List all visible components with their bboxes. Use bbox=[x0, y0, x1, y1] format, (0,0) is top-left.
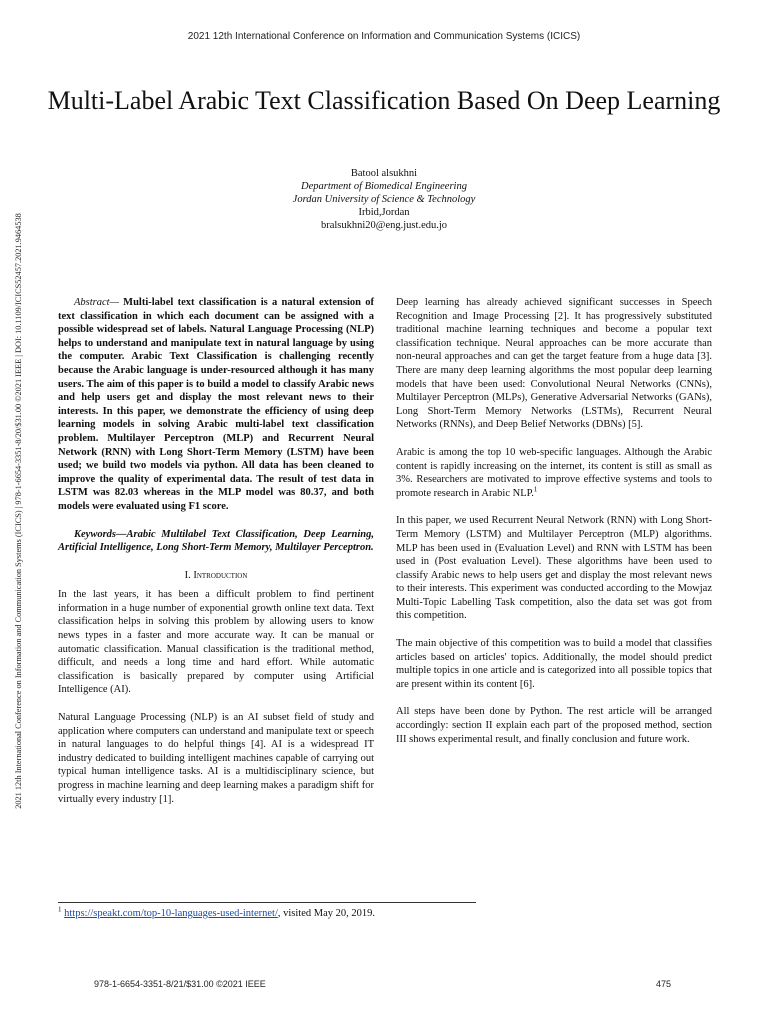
section-number: I. bbox=[184, 569, 191, 581]
abstract bbox=[58, 296, 374, 514]
section-heading-introduction bbox=[58, 569, 374, 583]
paper-title: Multi-Label Arabic Text Classification Based On Deep Learning bbox=[47, 86, 721, 115]
author-block bbox=[0, 167, 768, 232]
abstract-label: Abstract— bbox=[74, 297, 119, 308]
right-paragraph-3: In this paper, we used Recurrent Neural Network (RNN) with Long Short-Term Memory (LSTM) and Multilayer Perceptron (MLP) algorithms. MLP has been used in (Evaluation Level) and RNN with LSTM has been used in (Post evaluation Level). These algorithms have been used to classify Arabic news to help users get and display the most relevant news to their interests. This experiment was conducted according to the Mowjaz Multi-Topic Labelling Task competition, also the data set was got from this competition. bbox=[396, 515, 712, 622]
footnote-marker[interactable]: 1 bbox=[533, 485, 538, 494]
right-paragraph-2-text: Arabic is among the top 10 web-specific languages. Although the Arabic content is rapidly increasing on the internet, its content is still as small as 3%. Researchers are motivated to improve effective systems and tools to promote research in Arabic NLP. bbox=[396, 446, 712, 499]
right-column bbox=[396, 296, 712, 760]
author-email: bralsukhni20@eng.just.edu.jo bbox=[320, 220, 448, 231]
footnote-link[interactable]: https://speakt.com/top-10-languages-used-internet/ bbox=[64, 908, 278, 919]
footnote-divider bbox=[58, 902, 476, 903]
doi-side-strip: 2021 12th International Conference on Information and Communication Systems (ICICS) | 978-1-6654-3351-8/20/$31.00 ©2021 IEEE | DOI: 10.1109/ICICS52457.2021.9464538 bbox=[14, 213, 23, 809]
author-university: Jordan University of Science & Technology bbox=[292, 194, 476, 205]
intro-paragraph-1: In the last years, it has been a difficult problem to find pertinent information in a huge number of exponential growth online text data. Text classification helps in solving this problem by allowing users to know news types in a faster and more accurate way. It can be manual or automatic classification. Manual classification is the traditional method, difficult, and needs a long time and hard effort. While automatic classification is basically prepared by computer using Artificial Intelligence (AI). bbox=[58, 589, 374, 696]
right-paragraph-2 bbox=[396, 446, 712, 500]
right-paragraph-1: Deep learning has already achieved significant successes in Speech Recognition and Image Processing [2]. It has progressively substituted traditional machine learning techniques and become a popular text classification technique. Neural approaches can be more accurate than non-neural approaches and can get the target feature from a huge data [3]. There are many deep learning algorithms the most popular deep learning models that have been used: Convolutional Neural Networks (CNNs), Multilayer Perceptron (MLPs), Generative Adversarial Networks (GANs), Long Short-Term Memory Networks (LSTMs), Recurrent Neural Networks (RNNs), and Deep Belief Networks (DBNs) [5]. bbox=[396, 297, 712, 431]
footnote bbox=[58, 907, 478, 921]
page-number: 475 bbox=[656, 979, 672, 989]
left-column bbox=[58, 296, 374, 820]
footnote-number: 1 bbox=[58, 905, 62, 914]
conference-header: 2021 12th International Conference on Information and Communication Systems (ICICS) bbox=[187, 31, 581, 42]
author-department: Department of Biomedical Engineering bbox=[301, 181, 467, 192]
section-title: Introduction bbox=[193, 569, 248, 581]
keywords: Keywords—Arabic Multilabel Text Classification, Deep Learning, Artificial Intelligence, Long Short-Term Memory, Multilayer Perceptron. bbox=[58, 528, 374, 554]
author-location: Irbid,Jordan bbox=[358, 207, 410, 218]
intro-paragraph-2: Natural Language Processing (NLP) is an AI subset field of study and application where computers can understand and manipulate text or speech in natural languages to do helpful things [4]. AI is a widespread IT industry dedicated to building intelligent machines capable of carrying out typical human intelligence tasks. AI is a multidisciplinary science, but progress in machine learning and deep learning makes a paradigm shift for virtually every industry [1]. bbox=[58, 712, 374, 805]
right-paragraph-4: The main objective of this competition was to build a model that classifies articles based on articles' topics. Additionally, the model should predict multiple topics in one article and is categorized into all possible topics that are present within its content [6]. bbox=[396, 638, 712, 690]
author-name: Batool alsukhni bbox=[350, 168, 418, 179]
right-paragraph-5: All steps have been done by Python. The rest article will be arranged accordingly: section II explain each part of the proposed method, section III shows experimental result, and finally conclusion and future work. bbox=[396, 706, 712, 745]
footnote-suffix: , visited May 20, 2019. bbox=[277, 908, 375, 919]
abstract-text: Multi-label text classification is a natural extension of text classification in which each document can be assigned with a possible widespread set of labels. Natural Language Processing (NLP) helps to understand and manipulate text in natural language by using the computer. Arabic Text Classification is challenging recently because the Arabic language is under-resourced although it has many users. The aim of this paper is to build a model to classify Arabic news and help users get and display the most relevant news to their interests. In this paper, we demonstrate the efficiency of using deep learning models in solving Arabic multi-label text classification problem. Multilayer Perceptron (MLP) and Recurrent Neural Network (RNN) with Long Short-Term Memory (LSTM) have been used; we build two models via python. All data has been cleaned to improve the quality of experimental data. The result of test data in LSTM was 82.03 whereas in the MLP model was 80.37, and both models were evaluated using F1 score. bbox=[58, 297, 374, 512]
footer-isbn: 978-1-6654-3351-8/21/$31.00 ©2021 IEEE bbox=[94, 979, 266, 989]
